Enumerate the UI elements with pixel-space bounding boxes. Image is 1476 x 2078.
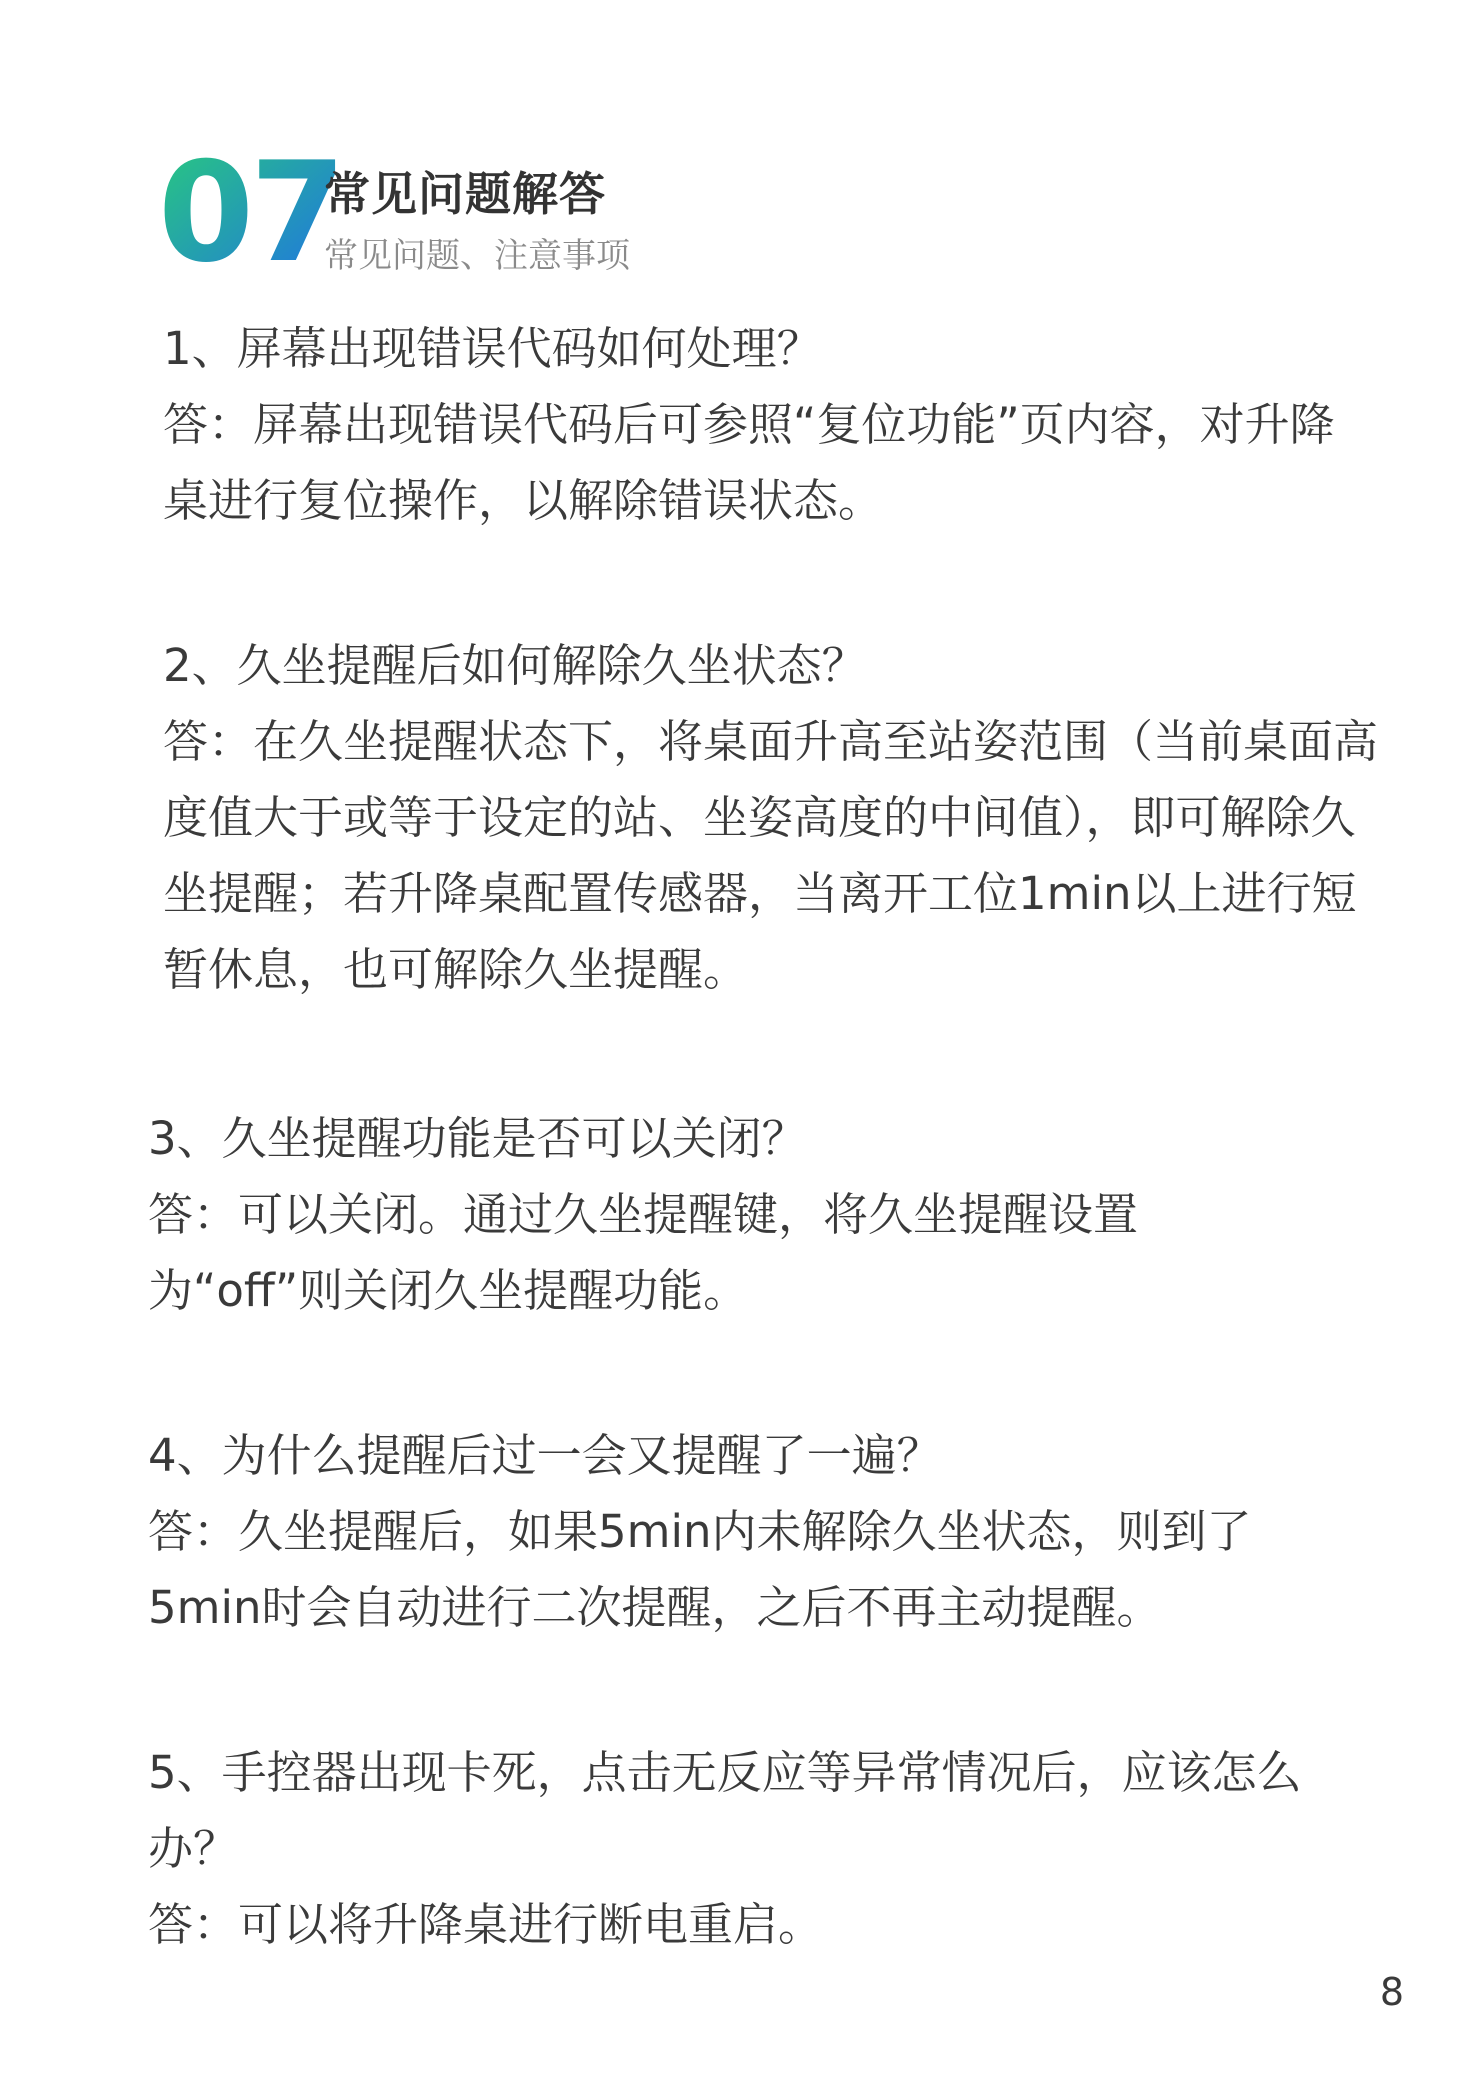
section-number [158, 132, 343, 293]
faq-question: 5、手控器出现卡死，点击无反应等异常情况后，应该怎么办？ [148, 1746, 1302, 1875]
faq-question: 3、久坐提醒功能是否可以关闭？ [148, 1112, 807, 1165]
faq-answer: 答：可以关闭。通过久坐提醒键，将久坐提醒设置为“off”则关闭久坐提醒功能。 [148, 1188, 1139, 1317]
faq-item-4 [148, 1418, 1388, 1646]
faq-question: 2、久坐提醒后如何解除久坐状态？ [163, 639, 867, 692]
faq-answer: 答：在久坐提醒状态下，将桌面升高至站姿范围（当前桌面高度值大于或等于设定的站、坐姿高度的中间值），即可解除久坐提醒；若升降桌配置传感器，当离开工位1min以上进行短暂休息，也可解除久坐提醒。 [163, 715, 1379, 996]
page-number: 8 [1379, 1970, 1404, 2014]
faq-item-2 [163, 628, 1403, 1008]
section-subtitle: 常见问题、注意事项 [324, 236, 630, 276]
faq-answer: 答：可以将升降桌进行断电重启。 [148, 1898, 824, 1951]
section-number-text: 07 [158, 132, 343, 293]
faq-answer: 答：屏幕出现错误代码后可参照“复位功能”页内容，对升降桌进行复位操作，以解除错误状态。 [163, 398, 1335, 527]
faq-answer: 答：久坐提醒后，如果5min内未解除久坐状态，则到了5min时会自动进行二次提醒，之后不再主动提醒。 [148, 1505, 1252, 1634]
faq-question: 4、为什么提醒后过一会又提醒了一遍？ [148, 1429, 942, 1482]
faq-item-1 [163, 311, 1403, 539]
faq-item-3 [148, 1101, 1388, 1329]
faq-item-5 [148, 1735, 1388, 1963]
faq-question: 1、屏幕出现错误代码如何处理？ [163, 322, 822, 375]
section-title: 常见问题解答 [324, 167, 606, 221]
